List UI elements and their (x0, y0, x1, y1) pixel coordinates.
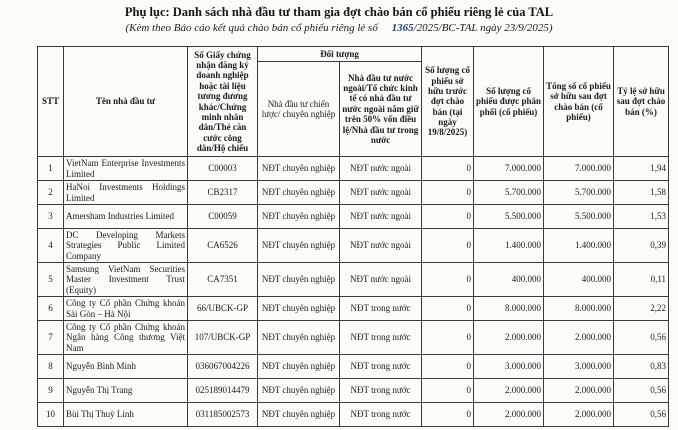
cell-investor-name: Công ty Cổ phần Chứng khoán Ngân hàng Công thương Việt Nam (64, 321, 188, 355)
cell-investor-origin: NĐT nước ngoài (340, 229, 422, 263)
cell-professional-investor: NĐT chuyên nghiệp (258, 205, 340, 229)
cell-professional-investor: NĐT chuyên nghiệp (258, 157, 340, 181)
cell-id-document: 107/UBCK-GP (188, 321, 258, 355)
table-row (38, 321, 669, 355)
table-row (38, 157, 669, 181)
cell-professional-investor: NĐT chuyên nghiệp (258, 321, 340, 355)
cell-ownership-ratio: 1,94 (614, 157, 669, 181)
header-foreign-investor: Nhà đầu tư nước ngoài/Tổ chức kinh tế có nhà đầu tư nước ngoài nắm giữ trên 50% vốn điều lệ/Nhà đầu tư trong nước (340, 62, 422, 157)
cell-shares-distributed: 8.000.000 (474, 297, 544, 321)
table-header-row (38, 47, 669, 62)
cell-id-document: CB2317 (188, 181, 258, 205)
cell-investor-name: Công ty Cổ phần Chứng khoán Sài Gòn – Hà Nội (64, 297, 188, 321)
cell-investor-name: Samsung VietNam Securities Master Investment Trust (Equity) (64, 263, 188, 297)
cell-shares-distributed: 2.000.000 (474, 321, 544, 355)
cell-stt: 7 (38, 321, 64, 355)
table-row (38, 403, 669, 427)
cell-shares-before: 0 (422, 205, 474, 229)
report-number: 1365 (391, 22, 414, 34)
cell-shares-after: 8.000.000 (544, 297, 614, 321)
cell-professional-investor: NĐT chuyên nghiệp (258, 229, 340, 263)
cell-id-document: CA6526 (188, 229, 258, 263)
cell-ownership-ratio: 1,58 (614, 181, 669, 205)
cell-shares-distributed: 400.000 (474, 263, 544, 297)
cell-investor-origin: NĐT trong nước (340, 321, 422, 355)
cell-investor-origin: NĐT nước ngoài (340, 157, 422, 181)
table-row (38, 355, 669, 379)
cell-stt: 2 (38, 181, 64, 205)
cell-id-document: 66/UBCK-GP (188, 297, 258, 321)
cell-shares-after: 2.000.000 (544, 379, 614, 403)
cell-investor-name: VietNam Enterprise Investments Limited (64, 157, 188, 181)
cell-professional-investor: NĐT chuyên nghiệp (258, 181, 340, 205)
cell-shares-before: 0 (422, 157, 474, 181)
cell-professional-investor: NĐT chuyên nghiệp (258, 379, 340, 403)
subtitle-suffix: /2025/BC-TAL ngày 23/9/2025) (413, 22, 553, 34)
cell-shares-after: 2.000.000 (544, 403, 614, 427)
cell-stt: 3 (38, 205, 64, 229)
cell-investor-origin: NĐT trong nước (340, 355, 422, 379)
cell-shares-before: 0 (422, 355, 474, 379)
cell-stt: 4 (38, 229, 64, 263)
table-row (38, 205, 669, 229)
cell-ownership-ratio: 0,56 (614, 403, 669, 427)
cell-investor-origin: NĐT trong nước (340, 297, 422, 321)
cell-professional-investor: NĐT chuyên nghiệp (258, 263, 340, 297)
cell-shares-before: 0 (422, 263, 474, 297)
cell-id-document: 031185002573 (188, 403, 258, 427)
cell-id-document: 036067004226 (188, 355, 258, 379)
cell-shares-before: 0 (422, 229, 474, 263)
header-shares-after: Tổng số cổ phiếu sở hữu sau đợt chào bán (cổ phiếu) (544, 47, 614, 157)
table-row (38, 229, 669, 263)
cell-stt: 10 (38, 403, 64, 427)
cell-shares-distributed: 2.000.000 (474, 379, 544, 403)
table-row (38, 181, 669, 205)
cell-shares-after: 5.700.000 (544, 181, 614, 205)
cell-ownership-ratio: 1,53 (614, 205, 669, 229)
cell-shares-distributed: 7.000.000 (474, 157, 544, 181)
cell-shares-before: 0 (422, 403, 474, 427)
cell-stt: 8 (38, 355, 64, 379)
table-row (38, 263, 669, 297)
cell-shares-distributed: 5.700.000 (474, 181, 544, 205)
cell-professional-investor: NĐT chuyên nghiệp (258, 403, 340, 427)
cell-shares-after: 7.000.000 (544, 157, 614, 181)
cell-shares-after: 2.000.000 (544, 321, 614, 355)
cell-shares-before: 0 (422, 379, 474, 403)
header-shares-before: Số lượng cổ phiếu sở hữu trước đợt chào bán (tại ngày 19/8/2025) (422, 47, 474, 157)
cell-investor-origin: NĐT nước ngoài (340, 181, 422, 205)
header-shares-distributed: Số lượng cổ phiếu được phân phối (cổ phiếu) (474, 47, 544, 157)
cell-id-document: CA7351 (188, 263, 258, 297)
page-subtitle (0, 22, 678, 34)
cell-shares-distributed: 5.500.000 (474, 205, 544, 229)
header-investor-type-group: Đối tượng (258, 47, 422, 62)
cell-investor-name: Bùi Thị Thuỳ Linh (64, 403, 188, 427)
cell-shares-before: 0 (422, 321, 474, 355)
table-body (38, 157, 669, 427)
cell-ownership-ratio: 2,22 (614, 297, 669, 321)
cell-ownership-ratio: 0,56 (614, 321, 669, 355)
cell-professional-investor: NĐT chuyên nghiệp (258, 355, 340, 379)
cell-professional-investor: NĐT chuyên nghiệp (258, 297, 340, 321)
cell-shares-distributed: 1.400.000 (474, 229, 544, 263)
cell-stt: 9 (38, 379, 64, 403)
cell-stt: 1 (38, 157, 64, 181)
subtitle-prefix: (Kèm theo Báo cáo kết quả chào bán cổ phiếu riêng lẻ số (125, 22, 378, 34)
cell-ownership-ratio: 0,56 (614, 379, 669, 403)
page-title: Phụ lục: Danh sách nhà đầu tư tham gia đợt chào bán cổ phiếu riêng lẻ của TAL (124, 5, 554, 19)
cell-ownership-ratio: 0,83 (614, 355, 669, 379)
cell-id-document: C00059 (188, 205, 258, 229)
table-row (38, 297, 669, 321)
cell-stt: 6 (38, 297, 64, 321)
cell-investor-name: HaNoi Investments Holdings Limited (64, 181, 188, 205)
cell-shares-after: 400.000 (544, 263, 614, 297)
cell-shares-before: 0 (422, 181, 474, 205)
cell-shares-after: 3.000.000 (544, 355, 614, 379)
header-professional-investor: Nhà đầu tư chiến lược/ chuyên nghiệp (258, 62, 340, 157)
cell-investor-origin: NĐT nước ngoài (340, 205, 422, 229)
cell-shares-distributed: 2.000.000 (474, 403, 544, 427)
header-id-document: Số Giấy chứng nhận đăng ký doanh nghiệp hoặc tài liệu tương đương khác/Chứng minh nhân dân/Thẻ căn cước công dân/Hộ chiếu (188, 47, 258, 157)
cell-shares-after: 1.400.000 (544, 229, 614, 263)
cell-shares-before: 0 (422, 297, 474, 321)
header-stt: STT (38, 47, 64, 157)
cell-id-document: 025189014479 (188, 379, 258, 403)
cell-investor-name: Nguyễn Bình Minh (64, 355, 188, 379)
cell-investor-name: Amersham Industries Limited (64, 205, 188, 229)
cell-shares-after: 5.500.000 (544, 205, 614, 229)
header-ownership-ratio: Tỷ lệ sở hữu sau đợt chào bán (%) (614, 47, 669, 157)
cell-investor-name: Nguyễn Thị Trang (64, 379, 188, 403)
table-row (38, 379, 669, 403)
investor-table (37, 46, 669, 427)
cell-investor-origin: NĐT nước ngoài (340, 263, 422, 297)
cell-investor-name: DC Developing Markets Strategies Public Limited Company (64, 229, 188, 263)
header-investor-name: Tên nhà đầu tư (64, 47, 188, 157)
cell-stt: 5 (38, 263, 64, 297)
cell-investor-origin: NĐT trong nước (340, 379, 422, 403)
cell-shares-distributed: 3.000.000 (474, 355, 544, 379)
cell-investor-origin: NĐT trong nước (340, 403, 422, 427)
cell-ownership-ratio: 0,39 (614, 229, 669, 263)
cell-ownership-ratio: 0,11 (614, 263, 669, 297)
cell-id-document: C00003 (188, 157, 258, 181)
